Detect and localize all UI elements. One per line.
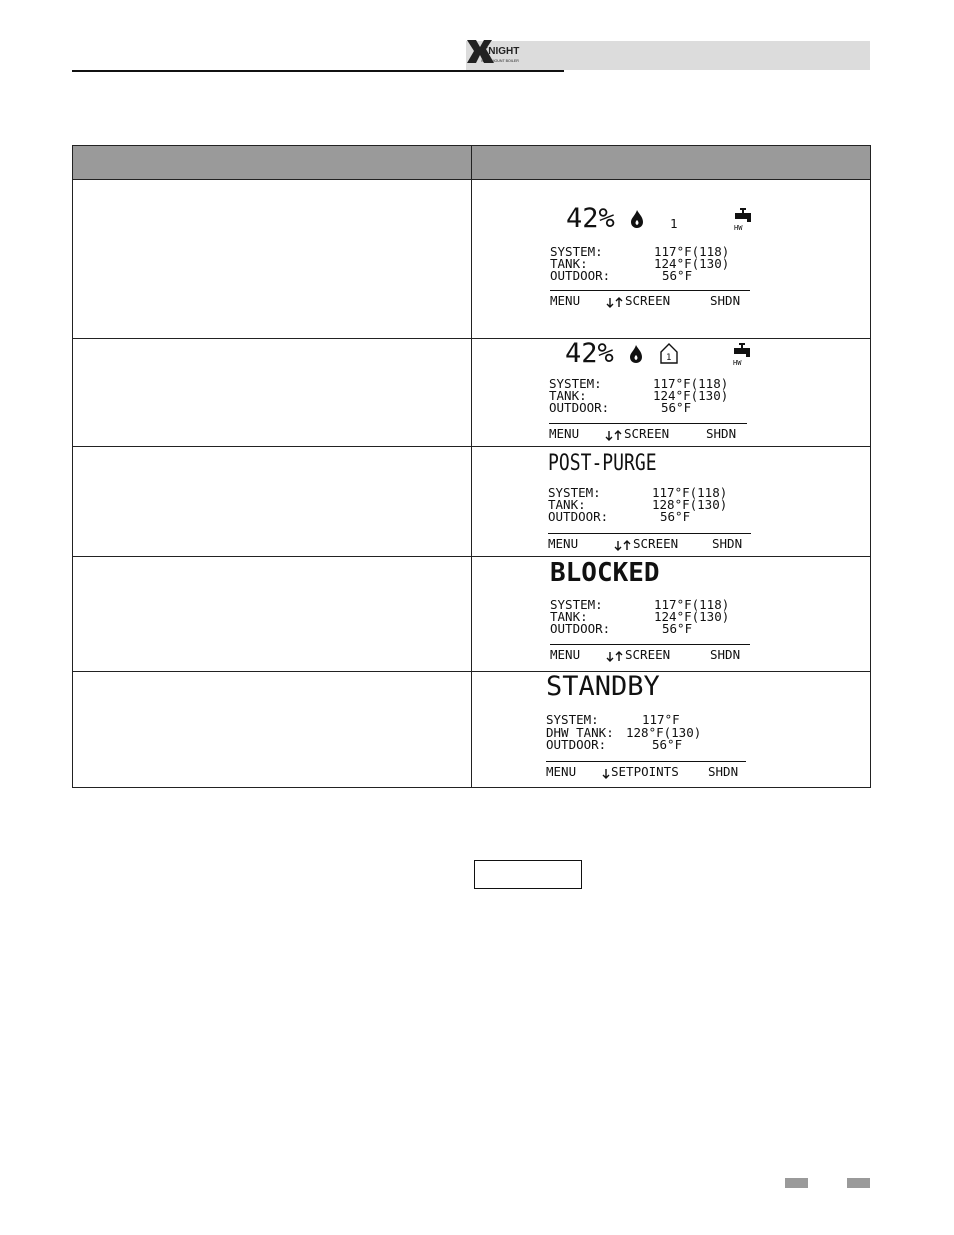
knight-logo <box>464 37 536 69</box>
lcd-screen <box>550 180 910 338</box>
row-label: TANK: <box>548 497 586 512</box>
logo-text: KNIGHT <box>481 46 520 57</box>
screen-softkey[interactable]: SCREEN <box>625 293 671 308</box>
row-value: 124°F(130) <box>653 388 729 403</box>
table-row <box>73 339 871 447</box>
row-value: 128°F(130) <box>652 497 728 512</box>
softkey-divider <box>549 423 747 424</box>
screen-arrows-icon <box>606 651 624 662</box>
row-value: 56°F <box>662 621 693 636</box>
shdn-softkey[interactable]: SHDN <box>706 426 737 441</box>
firing-rate: 42% <box>566 203 615 234</box>
shdn-softkey[interactable]: SHDN <box>710 293 741 308</box>
row-label: DHW TANK: <box>546 725 614 740</box>
outdoor-row <box>546 739 682 751</box>
screen-cell <box>472 672 871 788</box>
row-label: SYSTEM: <box>548 485 601 500</box>
svg-text:HW: HW <box>734 224 743 231</box>
header-rule <box>72 70 564 72</box>
row-value: 56°F <box>652 737 683 752</box>
screen-cell <box>472 557 871 672</box>
menu-softkey[interactable]: MENU <box>549 426 580 441</box>
down-arrow-icon <box>602 768 610 779</box>
row-value: 128°F(130) <box>626 725 702 740</box>
softkey-divider <box>546 761 746 762</box>
shdn-softkey[interactable]: SHDN <box>708 764 739 779</box>
outdoor-row <box>550 270 692 282</box>
screen-arrows-icon <box>605 430 623 441</box>
row-label: OUTDOOR: <box>549 400 610 415</box>
hot-water-tap-icon <box>732 342 752 366</box>
logo-subtext: WALL MOUNT BOILER <box>481 59 519 63</box>
lcd-screen <box>549 339 909 446</box>
setpoints-softkey[interactable]: SETPOINTS <box>611 764 679 779</box>
screen-cell <box>472 339 871 447</box>
row-label: SYSTEM: <box>546 712 599 727</box>
menu-softkey[interactable]: MENU <box>548 536 579 551</box>
empty-box <box>474 860 582 889</box>
table-row <box>73 672 871 788</box>
hot-water-tap-icon <box>733 207 753 231</box>
row-label: OUTDOOR: <box>548 509 609 524</box>
row-value: 117°F(118) <box>652 485 728 500</box>
description-cell <box>73 447 472 557</box>
zone-number: 1 <box>666 353 672 363</box>
row-value: 117°F(118) <box>654 597 730 612</box>
description-cell <box>73 339 472 447</box>
status-text: POST-PURGE <box>548 451 657 476</box>
status-text: STANDBY <box>546 671 660 702</box>
outdoor-row <box>549 402 691 414</box>
table-row <box>73 180 871 339</box>
row-label: SYSTEM: <box>549 376 602 391</box>
flame-icon <box>629 344 643 364</box>
softkey-divider <box>548 533 751 534</box>
screen-arrows-icon <box>606 297 624 308</box>
header-cell-left <box>73 146 472 180</box>
lcd-screen <box>550 557 910 671</box>
row-label: OUTDOOR: <box>550 621 611 636</box>
description-cell <box>73 672 472 788</box>
footer-tab-left <box>785 1178 808 1188</box>
description-cell <box>73 180 472 339</box>
screen-arrows-icon <box>614 540 632 551</box>
house-zone-icon <box>659 342 679 364</box>
row-value: 117°F(118) <box>654 244 730 259</box>
lcd-screen <box>548 447 908 556</box>
row-value: 117°F <box>642 712 680 727</box>
menu-softkey[interactable]: MENU <box>546 764 577 779</box>
row-label: TANK: <box>550 256 588 271</box>
row-label: SYSTEM: <box>550 597 603 612</box>
row-value: 56°F <box>662 268 693 283</box>
status-text: BLOCKED <box>550 558 660 588</box>
row-value: 124°F(130) <box>654 609 730 624</box>
screen-softkey[interactable]: SCREEN <box>625 647 671 662</box>
display-screens-table <box>72 145 871 788</box>
screen-cell <box>472 447 871 557</box>
screen-softkey[interactable]: SCREEN <box>624 426 670 441</box>
row-value: 56°F <box>661 400 692 415</box>
screen-cell <box>472 180 871 339</box>
zone-number: 1 <box>670 216 678 231</box>
menu-softkey[interactable]: MENU <box>550 293 581 308</box>
row-value: 56°F <box>660 509 691 524</box>
row-value: 124°F(130) <box>654 256 730 271</box>
table-row <box>73 447 871 557</box>
footer-tab-right <box>847 1178 870 1188</box>
firing-rate: 42% <box>565 338 614 369</box>
softkey-divider <box>550 290 750 291</box>
row-label: TANK: <box>550 609 588 624</box>
softkey-divider <box>550 644 750 645</box>
row-label: SYSTEM: <box>550 244 603 259</box>
menu-softkey[interactable]: MENU <box>550 647 581 662</box>
table-row <box>73 557 871 672</box>
row-value: 117°F(118) <box>653 376 729 391</box>
svg-text:HW: HW <box>733 359 742 366</box>
outdoor-row <box>550 623 692 635</box>
description-cell <box>73 557 472 672</box>
row-label: TANK: <box>549 388 587 403</box>
shdn-softkey[interactable]: SHDN <box>710 647 741 662</box>
table-header-row <box>73 146 871 180</box>
outdoor-row <box>548 511 690 523</box>
flame-icon <box>630 209 644 229</box>
row-label: OUTDOOR: <box>546 737 607 752</box>
header-cell-right <box>472 146 871 180</box>
shdn-softkey[interactable]: SHDN <box>712 536 743 551</box>
screen-softkey[interactable]: SCREEN <box>633 536 679 551</box>
row-label: OUTDOOR: <box>550 268 611 283</box>
lcd-screen <box>546 672 906 787</box>
